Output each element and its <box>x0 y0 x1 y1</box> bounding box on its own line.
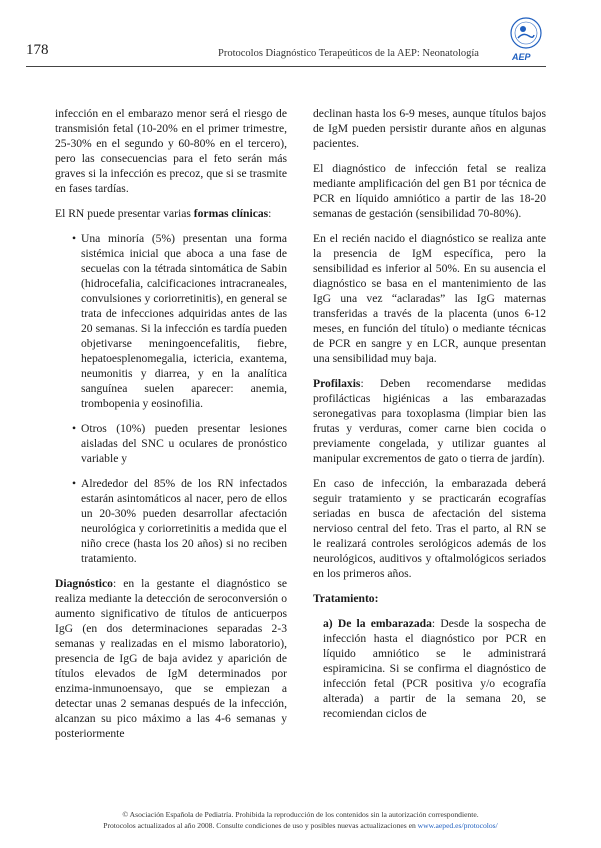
list-item: • Otros (10%) pueden presentar lesiones aisladas del SNC u oculares de pronóstico variable y <box>72 422 287 465</box>
bullet-icon: • <box>72 477 77 490</box>
right-column <box>313 106 546 731</box>
bullet-icon: • <box>72 422 77 435</box>
header-rule <box>26 66 546 67</box>
aep-logo-text: AEP <box>512 52 531 62</box>
paragraph: En caso de infección, la embarazada deberá seguir tratamiento y se practicarán ecografías seriadas en busca de afectación del sistema nervioso central del feto. Tras el parto, al RN se le realizará controles serológicos además de los neurológicos, auditivos y oftalmológicos seriados en los primeros años. <box>313 477 546 580</box>
page-number: 178 <box>26 42 49 58</box>
protocols-link[interactable]: www.aeped.es/protocolos/ <box>417 821 498 830</box>
paragraph: infección en el embarazo menor será el riesgo de transmisión fetal (10-20% en el primer trimestre, 25-30% en el segundo y 60-80% en el tercero), pero las consecuencias para el feto serán más graves si la infección es precoz, que si se trasmite en fases tardías. <box>55 107 287 195</box>
paragraph: Profilaxis: Deben recomendarse medidas profilácticas higiénicas a las embarazadas seronegativas para toxoplasma (limpiar bien las frutas y verduras, comer carne bien cocida o previamente congelada, y utilizar guantes al manipular excrementos de gato o tierra de jardín). <box>313 377 546 465</box>
running-title: Protocolos Diagnóstico Terapeúticos de la AEP: Neonatología <box>218 48 479 59</box>
paragraph: declinan hasta los 6-9 meses, aunque títulos bajos de IgM pueden persistir durante años en algunas pacientes. <box>313 107 546 150</box>
left-column <box>55 106 287 751</box>
page-footer <box>0 809 601 831</box>
bullet-icon: • <box>72 232 77 245</box>
update-line: Protocolos actualizados al año 2008. Consulte condiciones de uso y posibles nuevas actualizaciones en www.aeped.es/protocolos/ <box>103 821 498 830</box>
page-header <box>0 0 601 80</box>
paragraph: Diagnóstico: en la gestante el diagnóstico se realiza mediante la detección de seroconversión o aumento significativo de títulos de anticuerpos IgG (en dos determinaciones separadas 2-3 semanas y realizadas en el mismo laboratorio), presencia de IgG de baja avidez y aparición de títulos elevados de IgM determinados por enzima-inmunoensayo, que se empiezan a detectar unas 2 semanas después de la infección, alcanzan su pico máximo a las 4-6 semanas y posteriormente <box>55 577 287 740</box>
list-item: • Alrededor del 85% de los RN infectados estarán asintomáticos al nacer, pero de ellos un 20-30% pueden desarrollar afectación neurológica y coriorretinitis a medida que el niño crece (hasta los 20 años) si no reciben tratamiento. <box>72 477 287 565</box>
paragraph: El diagnóstico de infección fetal se realiza mediante amplificación del gen B1 por técnica de PCR en líquido amniótico a partir de las 18-20 semanas de gestación (sensibilidad 70-80%). <box>313 162 546 220</box>
copyright-line: © Asociación Española de Pediatría. Prohibida la reproducción de los contenidos sin la autorización correspondiente. <box>122 810 479 819</box>
section-heading: Tratamiento: <box>313 592 379 605</box>
paragraph: a) De la embarazada: Desde la sospecha de infección hasta el diagnóstico por PCR en líquido amniótico se le administrará espiramicina. Si se confirma el diagnóstico de infección fetal (PCR positiva y/o ecografía alterada) a partir de la semana 20, se recomiendan ciclos de <box>323 617 546 720</box>
list-item: • Una minoría (5%) presentan una forma sistémica inicial que aboca a una fase de secuelas con la tétrada sintomática de Sabin (hidrocefalia, calcificaciones intracraneales, convulsiones y coriorretinitis), en general se trata de infecciones adquiridas antes de las 20 semanas. Si la infección es tardía pueden objetivarse meningoencefalitis, fiebre, hepatoesplenomegalia, ictericia, exantema, neumonitis y diarrea, y en la analítica sanguínea suelen aparecer: anemia, trombopenia y eosinofilia. <box>72 232 287 410</box>
paragraph: En el recién nacido el diagnóstico se realiza ante la presencia de IgM específica, pero la sensibilidad es inferior al 50%. En su ausencia el diagnóstico se basa en el mantenimiento de las IgG una vez “aclaradas” las IgG maternas transferidas a través de la placenta (unos 6-12 meses, en función del título) o mediante técnicas de PCR en sangre y en LCR, aunque presentan una sensibilidad muy baja. <box>313 232 546 365</box>
paragraph: El RN puede presentar varias formas clínicas: <box>55 207 272 220</box>
